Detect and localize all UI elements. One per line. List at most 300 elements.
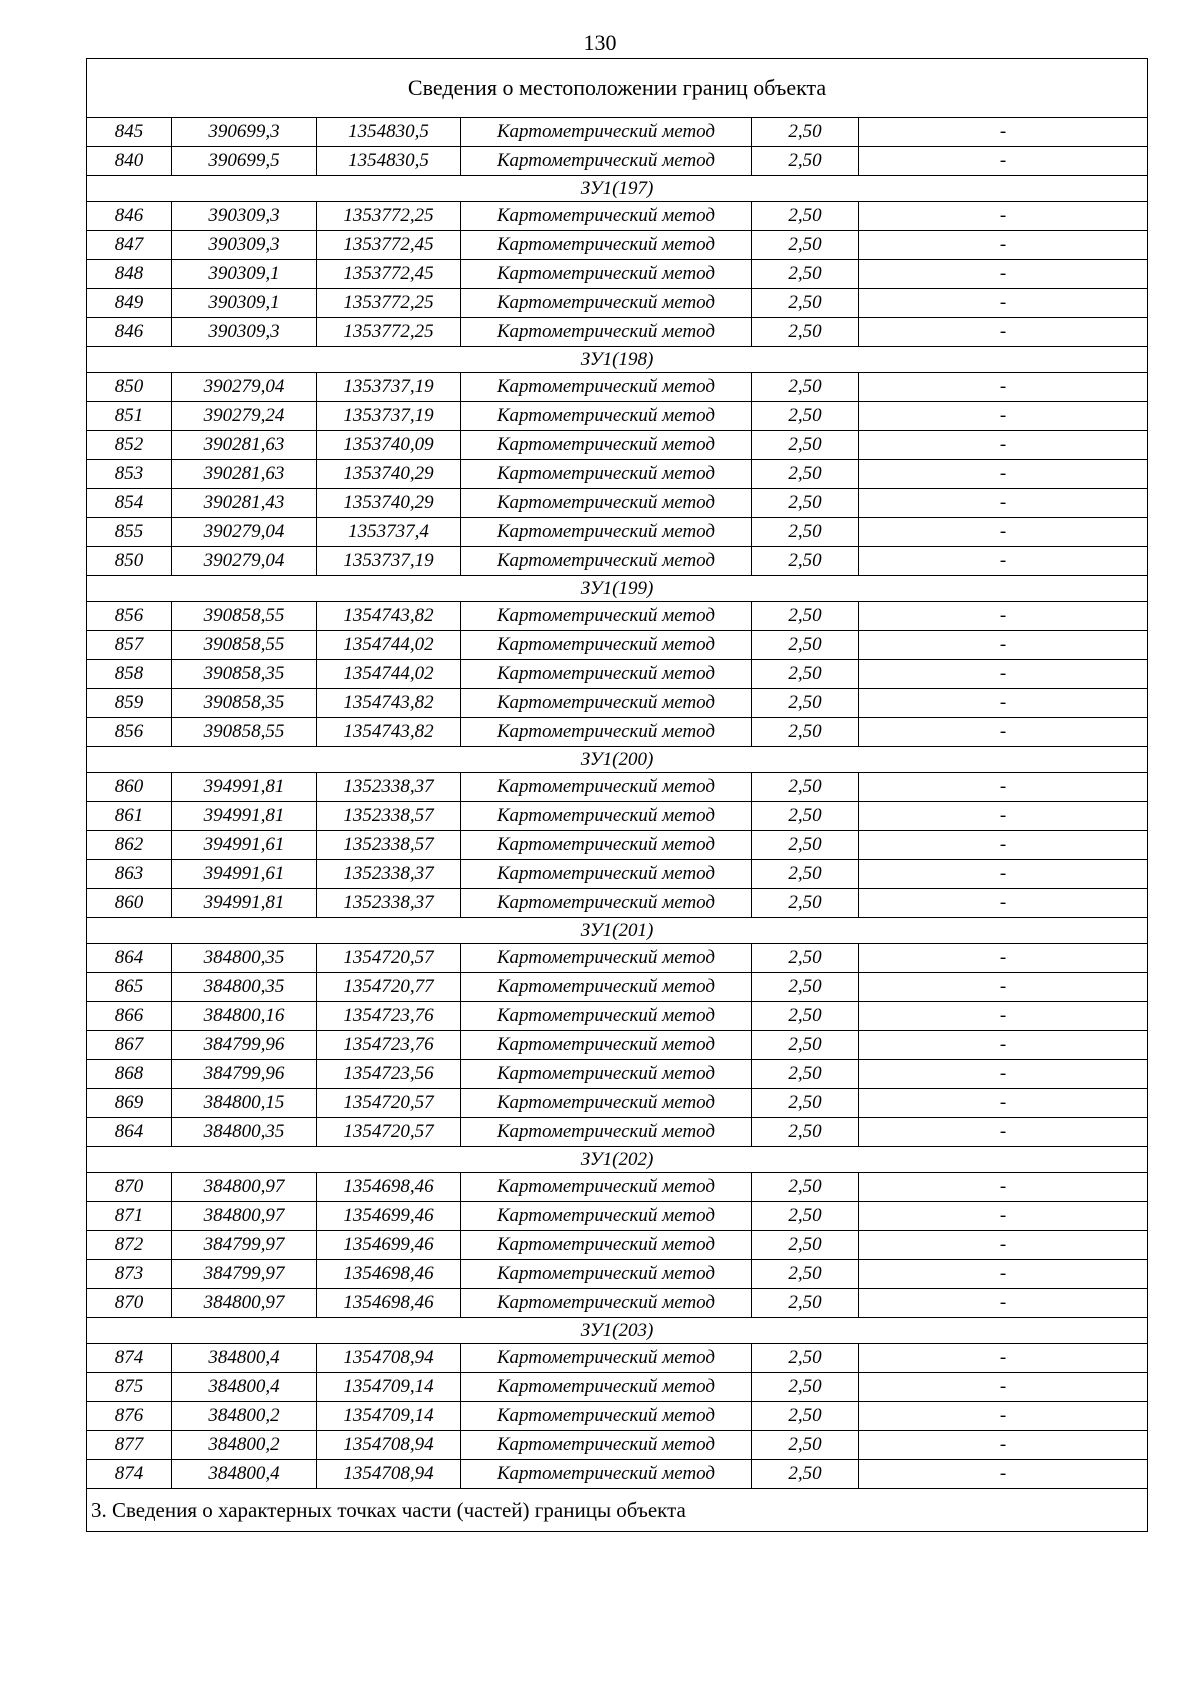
y-coordinate-cell: 1354723,76: [317, 1031, 461, 1060]
point-number-cell: 856: [87, 602, 172, 631]
description-cell: -: [859, 289, 1148, 318]
parcel-label: ЗУ1(200): [87, 747, 1148, 773]
table-row: [87, 973, 1148, 1002]
accuracy-cell: 2,50: [752, 431, 859, 460]
section-footer-row: [87, 1489, 1148, 1532]
method-cell: Картометрический метод: [461, 860, 752, 889]
x-coordinate-cell: 384800,15: [172, 1089, 317, 1118]
y-coordinate-cell: 1354699,46: [317, 1231, 461, 1260]
point-number-cell: 865: [87, 973, 172, 1002]
accuracy-cell: 2,50: [752, 1402, 859, 1431]
accuracy-cell: 2,50: [752, 773, 859, 802]
y-coordinate-cell: 1353740,29: [317, 489, 461, 518]
parcel-label: ЗУ1(197): [87, 176, 1148, 202]
table-row: [87, 147, 1148, 176]
point-number-cell: 870: [87, 1289, 172, 1318]
description-cell: -: [859, 318, 1148, 347]
accuracy-cell: 2,50: [752, 460, 859, 489]
x-coordinate-cell: 384800,2: [172, 1402, 317, 1431]
point-number-cell: 867: [87, 1031, 172, 1060]
method-cell: Картометрический метод: [461, 718, 752, 747]
x-coordinate-cell: 384800,35: [172, 944, 317, 973]
y-coordinate-cell: 1354709,14: [317, 1402, 461, 1431]
table-row: [87, 1231, 1148, 1260]
y-coordinate-cell: 1354708,94: [317, 1431, 461, 1460]
description-cell: -: [859, 1260, 1148, 1289]
accuracy-cell: 2,50: [752, 860, 859, 889]
point-number-cell: 846: [87, 318, 172, 347]
table-row: [87, 602, 1148, 631]
description-cell: -: [859, 802, 1148, 831]
point-number-cell: 874: [87, 1460, 172, 1489]
x-coordinate-cell: 390858,35: [172, 660, 317, 689]
method-cell: Картометрический метод: [461, 202, 752, 231]
method-cell: Картометрический метод: [461, 373, 752, 402]
y-coordinate-cell: 1353737,19: [317, 402, 461, 431]
point-number-cell: 866: [87, 1002, 172, 1031]
table-row: [87, 631, 1148, 660]
parcel-label: ЗУ1(202): [87, 1147, 1148, 1173]
accuracy-cell: 2,50: [752, 260, 859, 289]
method-cell: Картометрический метод: [461, 318, 752, 347]
parcel-label: ЗУ1(198): [87, 347, 1148, 373]
boundary-table: [86, 58, 1148, 1532]
x-coordinate-cell: 390281,63: [172, 460, 317, 489]
table-body: [87, 59, 1148, 1532]
method-cell: Картометрический метод: [461, 460, 752, 489]
method-cell: Картометрический метод: [461, 802, 752, 831]
x-coordinate-cell: 384800,35: [172, 973, 317, 1002]
point-number-cell: 874: [87, 1344, 172, 1373]
point-number-cell: 850: [87, 373, 172, 402]
accuracy-cell: 2,50: [752, 831, 859, 860]
description-cell: -: [859, 1060, 1148, 1089]
x-coordinate-cell: 390309,3: [172, 202, 317, 231]
description-cell: -: [859, 547, 1148, 576]
method-cell: Картометрический метод: [461, 431, 752, 460]
point-number-cell: 863: [87, 860, 172, 889]
table-row: [87, 860, 1148, 889]
x-coordinate-cell: 384800,97: [172, 1202, 317, 1231]
method-cell: Картометрический метод: [461, 289, 752, 318]
y-coordinate-cell: 1352338,57: [317, 802, 461, 831]
description-cell: -: [859, 1289, 1148, 1318]
accuracy-cell: 2,50: [752, 373, 859, 402]
parcel-header-row: [87, 1147, 1148, 1173]
y-coordinate-cell: 1354720,57: [317, 1089, 461, 1118]
point-number-cell: 853: [87, 460, 172, 489]
point-number-cell: 854: [87, 489, 172, 518]
y-coordinate-cell: 1354744,02: [317, 660, 461, 689]
description-cell: -: [859, 1031, 1148, 1060]
x-coordinate-cell: 390699,3: [172, 118, 317, 147]
point-number-cell: 860: [87, 773, 172, 802]
point-number-cell: 872: [87, 1231, 172, 1260]
y-coordinate-cell: 1354723,56: [317, 1060, 461, 1089]
table-row: [87, 118, 1148, 147]
table-row: [87, 1031, 1148, 1060]
table-row: [87, 373, 1148, 402]
table-row: [87, 202, 1148, 231]
method-cell: Картометрический метод: [461, 831, 752, 860]
point-number-cell: 861: [87, 802, 172, 831]
point-number-cell: 851: [87, 402, 172, 431]
y-coordinate-cell: 1353737,19: [317, 373, 461, 402]
table-row: [87, 431, 1148, 460]
table-row: [87, 1460, 1148, 1489]
table-title: Сведения о местоположении границ объекта: [87, 59, 1148, 118]
table-row: [87, 318, 1148, 347]
y-coordinate-cell: 1354744,02: [317, 631, 461, 660]
y-coordinate-cell: 1354698,46: [317, 1289, 461, 1318]
parcel-label: ЗУ1(203): [87, 1318, 1148, 1344]
table-row: [87, 1260, 1148, 1289]
table-row: [87, 489, 1148, 518]
accuracy-cell: 2,50: [752, 1060, 859, 1089]
method-cell: Картометрический метод: [461, 1460, 752, 1489]
description-cell: -: [859, 147, 1148, 176]
point-number-cell: 852: [87, 431, 172, 460]
method-cell: Картометрический метод: [461, 1373, 752, 1402]
point-number-cell: 848: [87, 260, 172, 289]
accuracy-cell: 2,50: [752, 1089, 859, 1118]
description-cell: -: [859, 831, 1148, 860]
accuracy-cell: 2,50: [752, 489, 859, 518]
description-cell: -: [859, 1344, 1148, 1373]
accuracy-cell: 2,50: [752, 202, 859, 231]
method-cell: Картометрический метод: [461, 518, 752, 547]
accuracy-cell: 2,50: [752, 1031, 859, 1060]
table-row: [87, 1060, 1148, 1089]
y-coordinate-cell: 1354720,57: [317, 944, 461, 973]
description-cell: -: [859, 773, 1148, 802]
point-number-cell: 849: [87, 289, 172, 318]
description-cell: -: [859, 1202, 1148, 1231]
y-coordinate-cell: 1353772,25: [317, 202, 461, 231]
point-number-cell: 856: [87, 718, 172, 747]
method-cell: Картометрический метод: [461, 1118, 752, 1147]
table-row: [87, 1289, 1148, 1318]
point-number-cell: 877: [87, 1431, 172, 1460]
method-cell: Картометрический метод: [461, 1060, 752, 1089]
method-cell: Картометрический метод: [461, 602, 752, 631]
x-coordinate-cell: 390309,3: [172, 231, 317, 260]
accuracy-cell: 2,50: [752, 1202, 859, 1231]
method-cell: Картометрический метод: [461, 973, 752, 1002]
point-number-cell: 869: [87, 1089, 172, 1118]
accuracy-cell: 2,50: [752, 1431, 859, 1460]
x-coordinate-cell: 390858,55: [172, 718, 317, 747]
description-cell: -: [859, 1373, 1148, 1402]
accuracy-cell: 2,50: [752, 718, 859, 747]
method-cell: Картометрический метод: [461, 631, 752, 660]
x-coordinate-cell: 384800,4: [172, 1373, 317, 1402]
accuracy-cell: 2,50: [752, 802, 859, 831]
accuracy-cell: 2,50: [752, 1289, 859, 1318]
x-coordinate-cell: 390309,3: [172, 318, 317, 347]
method-cell: Картометрический метод: [461, 231, 752, 260]
table-row: [87, 231, 1148, 260]
method-cell: Картометрический метод: [461, 689, 752, 718]
accuracy-cell: 2,50: [752, 547, 859, 576]
table-row: [87, 1118, 1148, 1147]
description-cell: -: [859, 889, 1148, 918]
description-cell: -: [859, 518, 1148, 547]
y-coordinate-cell: 1353740,09: [317, 431, 461, 460]
y-coordinate-cell: 1352338,57: [317, 831, 461, 860]
table-row: [87, 889, 1148, 918]
x-coordinate-cell: 390699,5: [172, 147, 317, 176]
method-cell: Картометрический метод: [461, 1089, 752, 1118]
point-number-cell: 864: [87, 944, 172, 973]
table-row: [87, 460, 1148, 489]
parcel-header-row: [87, 176, 1148, 202]
y-coordinate-cell: 1353737,19: [317, 547, 461, 576]
y-coordinate-cell: 1354830,5: [317, 118, 461, 147]
table-row: [87, 1402, 1148, 1431]
x-coordinate-cell: 384800,16: [172, 1002, 317, 1031]
accuracy-cell: 2,50: [752, 602, 859, 631]
y-coordinate-cell: 1354743,82: [317, 718, 461, 747]
table-row: [87, 1089, 1148, 1118]
method-cell: Картометрический метод: [461, 889, 752, 918]
y-coordinate-cell: 1352338,37: [317, 889, 461, 918]
description-cell: -: [859, 489, 1148, 518]
description-cell: -: [859, 260, 1148, 289]
table-row: [87, 660, 1148, 689]
description-cell: -: [859, 460, 1148, 489]
x-coordinate-cell: 390858,55: [172, 602, 317, 631]
y-coordinate-cell: 1353740,29: [317, 460, 461, 489]
y-coordinate-cell: 1354743,82: [317, 602, 461, 631]
table-row: [87, 260, 1148, 289]
description-cell: -: [859, 660, 1148, 689]
description-cell: -: [859, 718, 1148, 747]
accuracy-cell: 2,50: [752, 689, 859, 718]
point-number-cell: 855: [87, 518, 172, 547]
x-coordinate-cell: 390279,24: [172, 402, 317, 431]
accuracy-cell: 2,50: [752, 318, 859, 347]
point-number-cell: 870: [87, 1173, 172, 1202]
y-coordinate-cell: 1354720,77: [317, 973, 461, 1002]
y-coordinate-cell: 1354698,46: [317, 1173, 461, 1202]
description-cell: -: [859, 1118, 1148, 1147]
method-cell: Картометрический метод: [461, 1031, 752, 1060]
y-coordinate-cell: 1352338,37: [317, 773, 461, 802]
method-cell: Картометрический метод: [461, 1173, 752, 1202]
accuracy-cell: 2,50: [752, 1173, 859, 1202]
accuracy-cell: 2,50: [752, 1460, 859, 1489]
x-coordinate-cell: 384799,97: [172, 1260, 317, 1289]
method-cell: Картометрический метод: [461, 1402, 752, 1431]
x-coordinate-cell: 394991,61: [172, 831, 317, 860]
method-cell: Картометрический метод: [461, 1002, 752, 1031]
method-cell: Картометрический метод: [461, 489, 752, 518]
point-number-cell: 847: [87, 231, 172, 260]
method-cell: Картометрический метод: [461, 1231, 752, 1260]
page-number: 130: [583, 30, 617, 55]
description-cell: -: [859, 402, 1148, 431]
accuracy-cell: 2,50: [752, 973, 859, 1002]
point-number-cell: 875: [87, 1373, 172, 1402]
method-cell: Картометрический метод: [461, 547, 752, 576]
accuracy-cell: 2,50: [752, 1344, 859, 1373]
accuracy-cell: 2,50: [752, 889, 859, 918]
parcel-label: ЗУ1(201): [87, 918, 1148, 944]
method-cell: Картометрический метод: [461, 1431, 752, 1460]
parcel-label: ЗУ1(199): [87, 576, 1148, 602]
table-row: [87, 289, 1148, 318]
accuracy-cell: 2,50: [752, 660, 859, 689]
method-cell: Картометрический метод: [461, 1202, 752, 1231]
description-cell: -: [859, 860, 1148, 889]
y-coordinate-cell: 1353737,4: [317, 518, 461, 547]
description-cell: -: [859, 631, 1148, 660]
table-row: [87, 802, 1148, 831]
x-coordinate-cell: 384800,2: [172, 1431, 317, 1460]
point-number-cell: 846: [87, 202, 172, 231]
accuracy-cell: 2,50: [752, 518, 859, 547]
x-coordinate-cell: 394991,81: [172, 889, 317, 918]
description-cell: -: [859, 1231, 1148, 1260]
x-coordinate-cell: 390858,55: [172, 631, 317, 660]
point-number-cell: 859: [87, 689, 172, 718]
y-coordinate-cell: 1352338,37: [317, 860, 461, 889]
table-row: [87, 547, 1148, 576]
y-coordinate-cell: 1354830,5: [317, 147, 461, 176]
point-number-cell: 845: [87, 118, 172, 147]
table-row: [87, 1173, 1148, 1202]
method-cell: Картометрический метод: [461, 1344, 752, 1373]
accuracy-cell: 2,50: [752, 631, 859, 660]
x-coordinate-cell: 390281,63: [172, 431, 317, 460]
method-cell: Картометрический метод: [461, 944, 752, 973]
description-cell: -: [859, 431, 1148, 460]
x-coordinate-cell: 384799,96: [172, 1031, 317, 1060]
method-cell: Картометрический метод: [461, 118, 752, 147]
parcel-header-row: [87, 747, 1148, 773]
table-row: [87, 944, 1148, 973]
description-cell: -: [859, 1431, 1148, 1460]
y-coordinate-cell: 1354708,94: [317, 1460, 461, 1489]
accuracy-cell: 2,50: [752, 944, 859, 973]
y-coordinate-cell: 1354708,94: [317, 1344, 461, 1373]
description-cell: -: [859, 373, 1148, 402]
x-coordinate-cell: 394991,61: [172, 860, 317, 889]
table-row: [87, 1431, 1148, 1460]
point-number-cell: 857: [87, 631, 172, 660]
point-number-cell: 868: [87, 1060, 172, 1089]
method-cell: Картометрический метод: [461, 1260, 752, 1289]
accuracy-cell: 2,50: [752, 402, 859, 431]
description-cell: -: [859, 1173, 1148, 1202]
method-cell: Картометрический метод: [461, 260, 752, 289]
parcel-header-row: [87, 347, 1148, 373]
description-cell: -: [859, 1460, 1148, 1489]
x-coordinate-cell: 390309,1: [172, 260, 317, 289]
point-number-cell: 862: [87, 831, 172, 860]
x-coordinate-cell: 384800,97: [172, 1289, 317, 1318]
y-coordinate-cell: 1354720,57: [317, 1118, 461, 1147]
x-coordinate-cell: 390281,43: [172, 489, 317, 518]
parcel-header-row: [87, 1318, 1148, 1344]
description-cell: -: [859, 1002, 1148, 1031]
y-coordinate-cell: 1354699,46: [317, 1202, 461, 1231]
section-footer-text: 3. Сведения о характерных точках части (частей) границы объекта: [87, 1489, 1148, 1532]
x-coordinate-cell: 384800,97: [172, 1173, 317, 1202]
accuracy-cell: 2,50: [752, 231, 859, 260]
table-row: [87, 1002, 1148, 1031]
accuracy-cell: 2,50: [752, 1373, 859, 1402]
point-number-cell: 871: [87, 1202, 172, 1231]
x-coordinate-cell: 384800,4: [172, 1460, 317, 1489]
table-row: [87, 402, 1148, 431]
point-number-cell: 876: [87, 1402, 172, 1431]
point-number-cell: 864: [87, 1118, 172, 1147]
description-cell: -: [859, 118, 1148, 147]
description-cell: -: [859, 1402, 1148, 1431]
y-coordinate-cell: 1353772,25: [317, 318, 461, 347]
x-coordinate-cell: 384800,35: [172, 1118, 317, 1147]
x-coordinate-cell: 394991,81: [172, 773, 317, 802]
table-title-row: [87, 59, 1148, 118]
table-row: [87, 718, 1148, 747]
x-coordinate-cell: 394991,81: [172, 802, 317, 831]
accuracy-cell: 2,50: [752, 147, 859, 176]
x-coordinate-cell: 384799,96: [172, 1060, 317, 1089]
point-number-cell: 873: [87, 1260, 172, 1289]
point-number-cell: 858: [87, 660, 172, 689]
accuracy-cell: 2,50: [752, 1231, 859, 1260]
y-coordinate-cell: 1354723,76: [317, 1002, 461, 1031]
point-number-cell: 840: [87, 147, 172, 176]
description-cell: -: [859, 202, 1148, 231]
x-coordinate-cell: 390279,04: [172, 547, 317, 576]
x-coordinate-cell: 384800,4: [172, 1344, 317, 1373]
method-cell: Картометрический метод: [461, 402, 752, 431]
description-cell: -: [859, 231, 1148, 260]
accuracy-cell: 2,50: [752, 1118, 859, 1147]
y-coordinate-cell: 1353772,45: [317, 260, 461, 289]
accuracy-cell: 2,50: [752, 1260, 859, 1289]
y-coordinate-cell: 1354709,14: [317, 1373, 461, 1402]
accuracy-cell: 2,50: [752, 1002, 859, 1031]
y-coordinate-cell: 1353772,25: [317, 289, 461, 318]
method-cell: Картометрический метод: [461, 1289, 752, 1318]
x-coordinate-cell: 384799,97: [172, 1231, 317, 1260]
table-row: [87, 1373, 1148, 1402]
method-cell: Картометрический метод: [461, 660, 752, 689]
y-coordinate-cell: 1354698,46: [317, 1260, 461, 1289]
table-row: [87, 1344, 1148, 1373]
table-row: [87, 689, 1148, 718]
table-row: [87, 831, 1148, 860]
point-number-cell: 850: [87, 547, 172, 576]
x-coordinate-cell: 390309,1: [172, 289, 317, 318]
table-row: [87, 773, 1148, 802]
accuracy-cell: 2,50: [752, 118, 859, 147]
description-cell: -: [859, 1089, 1148, 1118]
table-row: [87, 1202, 1148, 1231]
y-coordinate-cell: 1353772,45: [317, 231, 461, 260]
point-number-cell: 860: [87, 889, 172, 918]
description-cell: -: [859, 689, 1148, 718]
description-cell: -: [859, 944, 1148, 973]
x-coordinate-cell: 390279,04: [172, 518, 317, 547]
method-cell: Картометрический метод: [461, 147, 752, 176]
y-coordinate-cell: 1354743,82: [317, 689, 461, 718]
table-row: [87, 518, 1148, 547]
